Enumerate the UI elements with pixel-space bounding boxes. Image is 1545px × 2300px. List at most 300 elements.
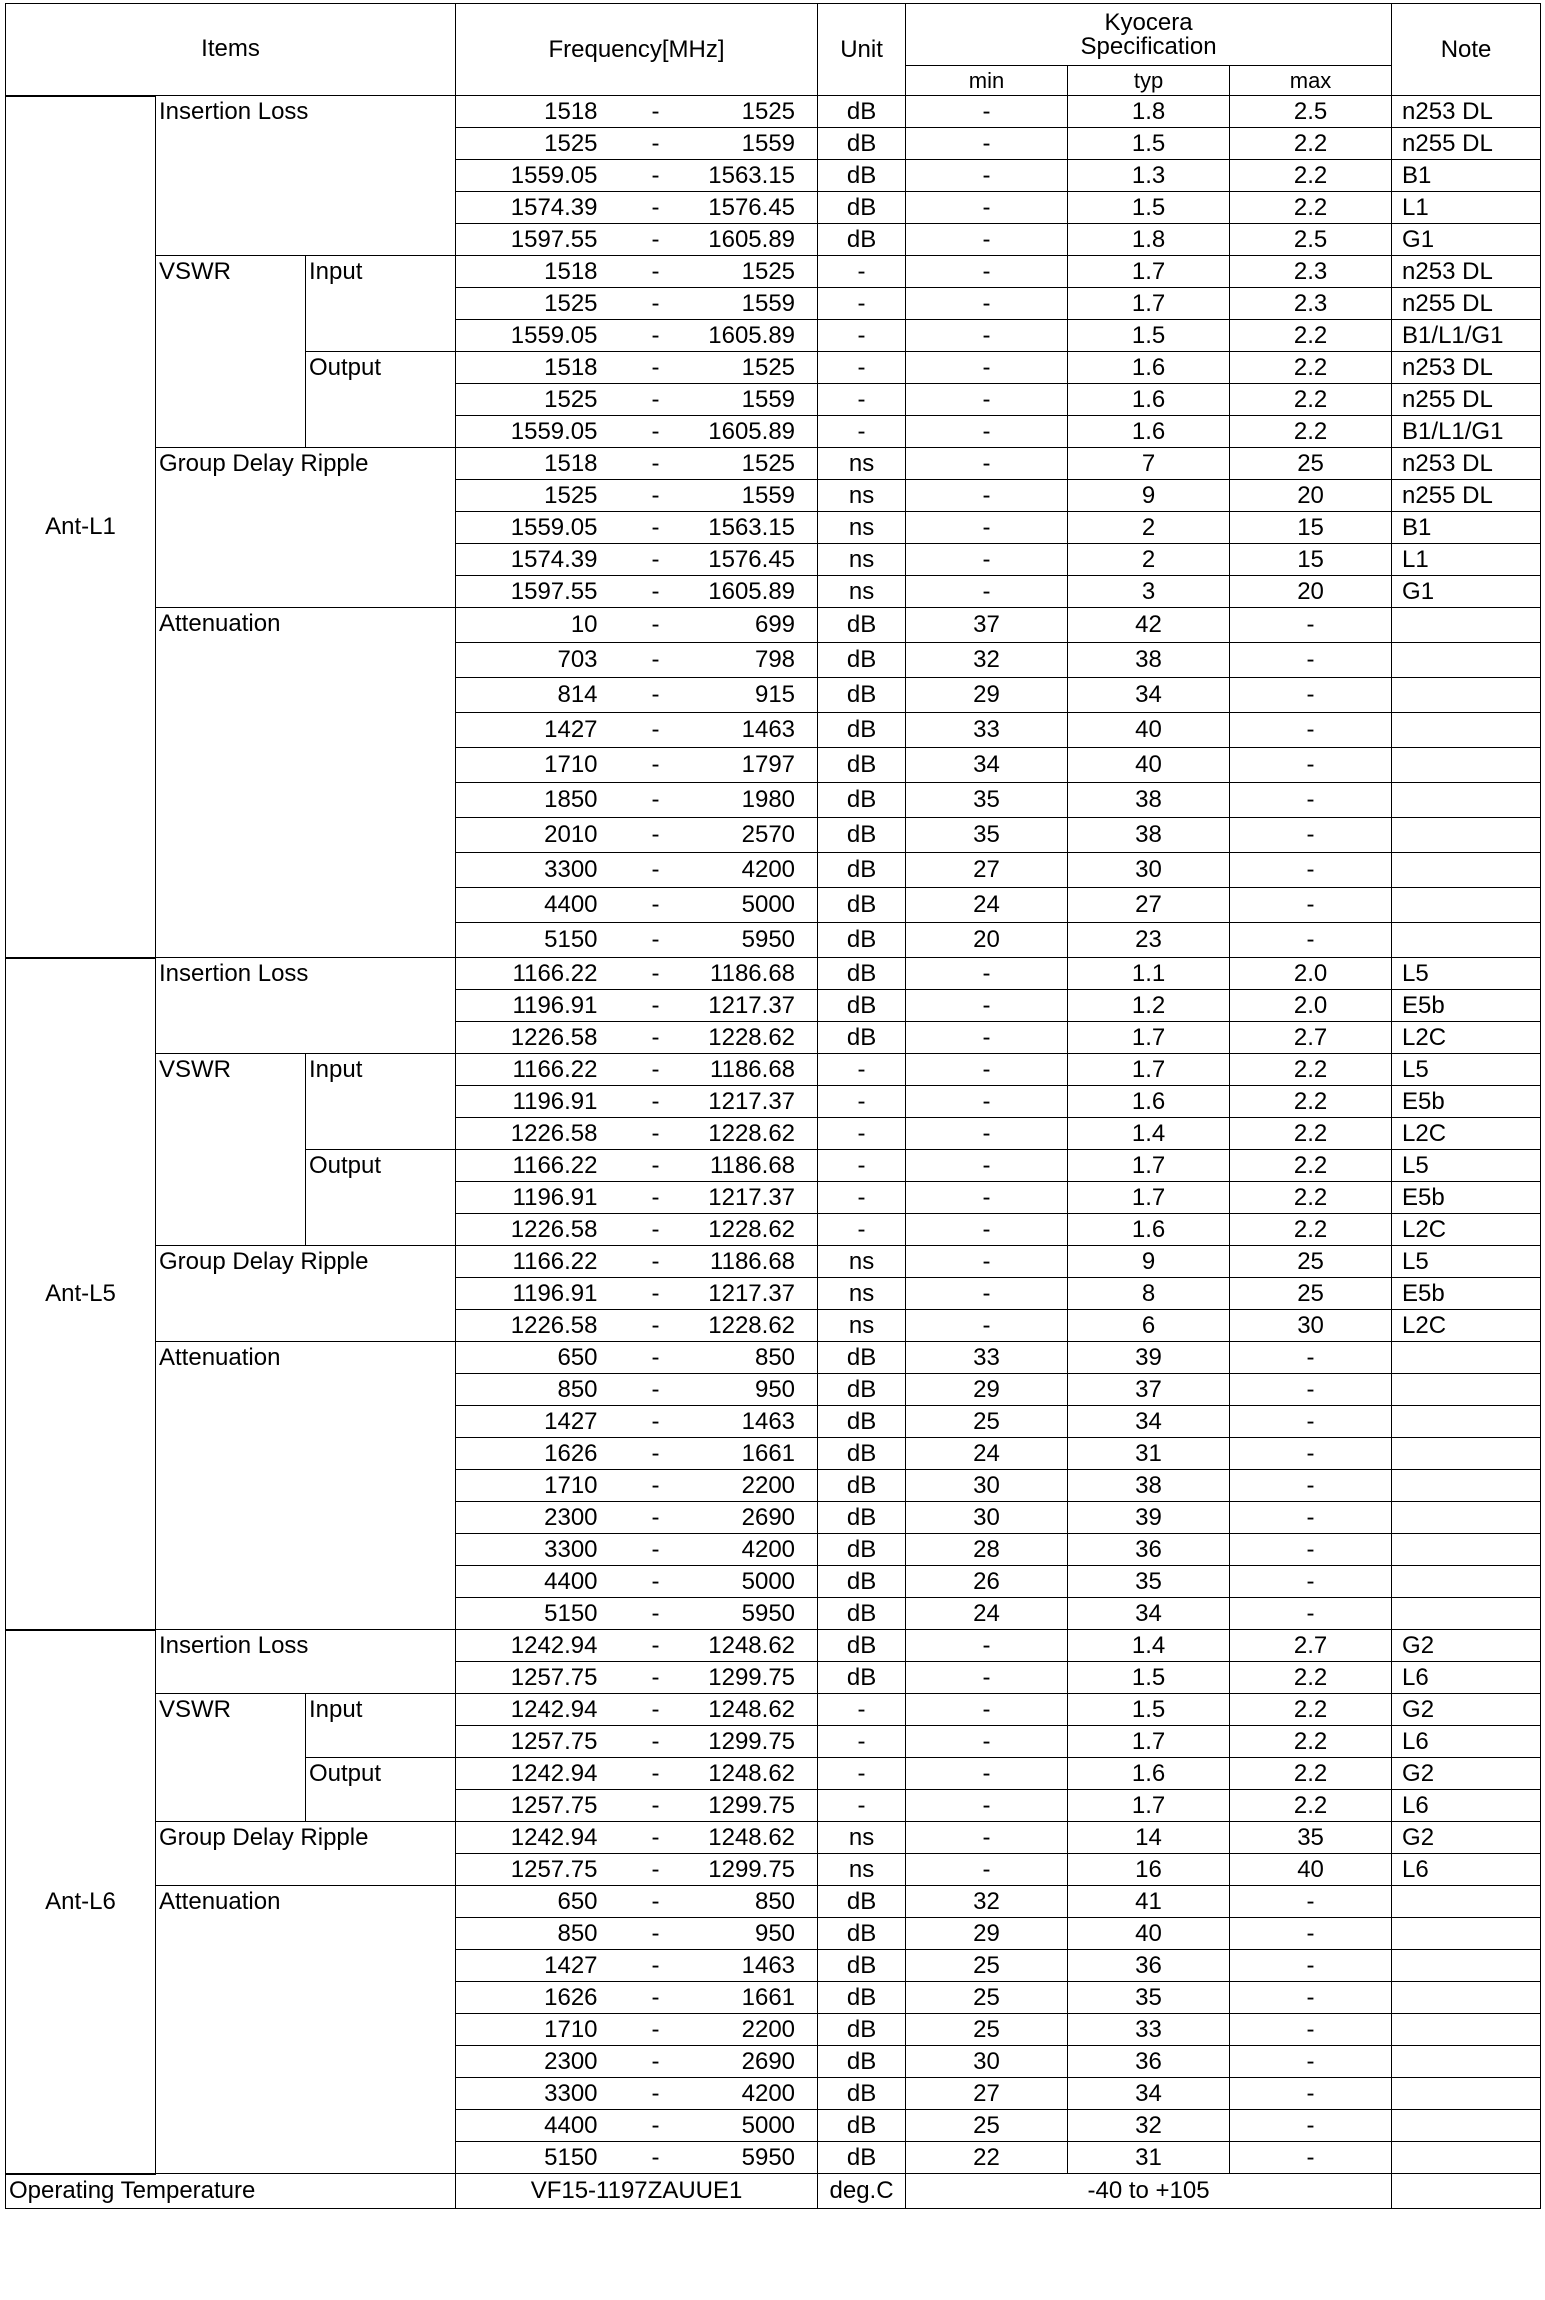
freq-low: 1166.22 [456, 1150, 640, 1182]
freq-low: 1574.39 [456, 544, 640, 576]
group-label: Ant-L5 [6, 958, 156, 1630]
min-cell: - [906, 384, 1068, 416]
note-cell: L5 [1392, 1246, 1541, 1278]
typ-cell: 1.5 [1068, 128, 1230, 160]
unit-cell: dB [818, 1502, 906, 1534]
note-cell [1392, 643, 1541, 678]
note-cell: n253 DL [1392, 256, 1541, 288]
freq-low: 1242.94 [456, 1758, 640, 1790]
note-cell [1392, 2110, 1541, 2142]
typ-cell: 1.5 [1068, 1662, 1230, 1694]
freq-low: 1226.58 [456, 1022, 640, 1054]
min-cell: 34 [906, 748, 1068, 783]
min-cell: 32 [906, 1886, 1068, 1918]
freq-dash: - [640, 958, 672, 990]
note-cell [1392, 2078, 1541, 2110]
note-header: Note [1392, 4, 1541, 96]
freq-low: 1559.05 [456, 512, 640, 544]
freq-high: 1299.75 [672, 1854, 818, 1886]
note-cell: L5 [1392, 1150, 1541, 1182]
freq-dash: - [640, 416, 672, 448]
freq-low: 1166.22 [456, 1246, 640, 1278]
note-cell: L5 [1392, 958, 1541, 990]
parameter-label: Group Delay Ripple [156, 1246, 456, 1342]
unit-cell: dB [818, 1342, 906, 1374]
freq-dash: - [640, 1662, 672, 1694]
freq-dash: - [640, 1694, 672, 1726]
freq-dash: - [640, 160, 672, 192]
min-cell: - [906, 958, 1068, 990]
freq-dash: - [640, 1470, 672, 1502]
note-cell [1392, 1470, 1541, 1502]
unit-cell: dB [818, 853, 906, 888]
min-cell: 22 [906, 2142, 1068, 2174]
max-cell: 2.2 [1230, 1054, 1392, 1086]
typ-cell: 38 [1068, 783, 1230, 818]
freq-low: 1525 [456, 480, 640, 512]
unit-cell: dB [818, 608, 906, 643]
note-cell: B1 [1392, 160, 1541, 192]
typ-cell: 7 [1068, 448, 1230, 480]
table-row [6, 448, 1541, 480]
max-cell: 2.2 [1230, 1790, 1392, 1822]
unit-cell: dB [818, 160, 906, 192]
note-cell: L2C [1392, 1310, 1541, 1342]
unit-cell: dB [818, 1534, 906, 1566]
min-cell: 32 [906, 643, 1068, 678]
unit-cell: - [818, 416, 906, 448]
freq-high: 915 [672, 678, 818, 713]
freq-high: 1228.62 [672, 1214, 818, 1246]
freq-high: 1559 [672, 128, 818, 160]
typ-cell: 1.6 [1068, 1758, 1230, 1790]
freq-high: 1525 [672, 448, 818, 480]
typ-cell: 1.5 [1068, 1694, 1230, 1726]
freq-low: 1525 [456, 384, 640, 416]
note-cell: L6 [1392, 1726, 1541, 1758]
max-cell: - [1230, 2078, 1392, 2110]
freq-dash: - [640, 1118, 672, 1150]
freq-low: 1850 [456, 783, 640, 818]
freq-high: 1576.45 [672, 192, 818, 224]
min-cell: 24 [906, 1438, 1068, 1470]
spec-header-line1: Kyocera [1104, 8, 1193, 36]
min-cell: - [906, 480, 1068, 512]
typ-cell: 1.7 [1068, 1182, 1230, 1214]
spec-header [906, 4, 1392, 66]
table-body [6, 96, 1541, 2174]
table-row [6, 958, 1541, 990]
unit-cell: - [818, 1054, 906, 1086]
spec-table [5, 3, 1541, 2209]
freq-dash: - [640, 2142, 672, 2174]
freq-low: 2300 [456, 1502, 640, 1534]
freq-dash: - [640, 256, 672, 288]
typ-cell: 14 [1068, 1822, 1230, 1854]
unit-cell: - [818, 1118, 906, 1150]
freq-dash: - [640, 1150, 672, 1182]
note-cell [1392, 713, 1541, 748]
unit-cell: ns [818, 1246, 906, 1278]
table-header [6, 4, 1541, 96]
max-cell: 2.2 [1230, 1182, 1392, 1214]
freq-dash: - [640, 818, 672, 853]
unit-cell: - [818, 1214, 906, 1246]
freq-dash: - [640, 1406, 672, 1438]
freq-low: 1257.75 [456, 1726, 640, 1758]
note-cell [1392, 1918, 1541, 1950]
note-cell: L6 [1392, 1662, 1541, 1694]
note-cell [1392, 1566, 1541, 1598]
unit-cell: dB [818, 678, 906, 713]
freq-high: 850 [672, 1886, 818, 1918]
max-cell: 2.0 [1230, 958, 1392, 990]
group-label: Ant-L1 [6, 96, 156, 958]
freq-low: 5150 [456, 1598, 640, 1630]
min-cell: 33 [906, 1342, 1068, 1374]
note-cell: n255 DL [1392, 288, 1541, 320]
max-cell: - [1230, 748, 1392, 783]
typ-cell: 1.7 [1068, 1054, 1230, 1086]
freq-dash: - [640, 2078, 672, 2110]
min-cell: 37 [906, 608, 1068, 643]
min-cell: - [906, 1182, 1068, 1214]
unit-cell: dB [818, 748, 906, 783]
typ-cell: 1.6 [1068, 416, 1230, 448]
note-cell [1392, 1374, 1541, 1406]
freq-high: 2200 [672, 1470, 818, 1502]
note-cell [1392, 2014, 1541, 2046]
parameter-label: VSWR [156, 1054, 306, 1246]
table-row [6, 1886, 1541, 1918]
note-cell: n255 DL [1392, 480, 1541, 512]
max-cell: - [1230, 1534, 1392, 1566]
unit-cell: - [818, 1758, 906, 1790]
freq-low: 1166.22 [456, 1054, 640, 1086]
min-cell: 20 [906, 923, 1068, 958]
note-cell: n255 DL [1392, 384, 1541, 416]
unit-cell: dB [818, 1982, 906, 2014]
min-cell: 27 [906, 853, 1068, 888]
typ-cell: 34 [1068, 678, 1230, 713]
max-cell: - [1230, 643, 1392, 678]
table-row [6, 256, 1541, 288]
note-cell [1392, 2142, 1541, 2174]
max-cell: - [1230, 888, 1392, 923]
min-cell: 25 [906, 1950, 1068, 1982]
note-cell: G2 [1392, 1694, 1541, 1726]
min-header: min [906, 66, 1068, 96]
unit-cell: - [818, 1182, 906, 1214]
port-label: Input [306, 1694, 456, 1758]
max-cell: 2.2 [1230, 1694, 1392, 1726]
unit-cell: dB [818, 1470, 906, 1502]
freq-dash: - [640, 1822, 672, 1854]
typ-cell: 1.7 [1068, 1150, 1230, 1182]
max-cell: 2.2 [1230, 1726, 1392, 1758]
max-cell: 20 [1230, 576, 1392, 608]
freq-dash: - [640, 1630, 672, 1662]
freq-high: 5950 [672, 923, 818, 958]
min-cell: 30 [906, 2046, 1068, 2078]
freq-high: 2200 [672, 2014, 818, 2046]
min-cell: 29 [906, 1918, 1068, 1950]
typ-cell: 35 [1068, 1566, 1230, 1598]
min-cell: - [906, 192, 1068, 224]
unit-cell: dB [818, 888, 906, 923]
unit-cell: - [818, 352, 906, 384]
note-cell: L1 [1392, 192, 1541, 224]
unit-cell: - [818, 256, 906, 288]
freq-dash: - [640, 192, 672, 224]
freq-dash: - [640, 923, 672, 958]
freq-high: 1605.89 [672, 320, 818, 352]
unit-cell: dB [818, 2110, 906, 2142]
freq-dash: - [640, 678, 672, 713]
unit-cell: dB [818, 990, 906, 1022]
max-cell: - [1230, 1982, 1392, 2014]
max-cell: 2.2 [1230, 192, 1392, 224]
max-cell: - [1230, 678, 1392, 713]
typ-cell: 38 [1068, 818, 1230, 853]
parameter-label: VSWR [156, 1694, 306, 1822]
typ-cell: 1.7 [1068, 288, 1230, 320]
typ-cell: 1.6 [1068, 1214, 1230, 1246]
min-cell: 25 [906, 1406, 1068, 1438]
max-cell: - [1230, 818, 1392, 853]
freq-dash: - [640, 128, 672, 160]
min-cell: - [906, 1662, 1068, 1694]
spec-header-line2: Specification [1080, 32, 1217, 60]
freq-low: 650 [456, 1886, 640, 1918]
freq-dash: - [640, 480, 672, 512]
freq-high: 5950 [672, 2142, 818, 2174]
typ-cell: 16 [1068, 1854, 1230, 1886]
freq-dash: - [640, 1022, 672, 1054]
freq-high: 1525 [672, 96, 818, 128]
max-cell: 2.3 [1230, 288, 1392, 320]
max-cell: 2.2 [1230, 1214, 1392, 1246]
temperature-range: -40 to +105 [906, 2174, 1392, 2209]
frequency-header: Frequency[MHz] [456, 4, 818, 96]
freq-high: 1563.15 [672, 160, 818, 192]
freq-high: 1559 [672, 480, 818, 512]
note-cell: n253 DL [1392, 448, 1541, 480]
items-header: Items [6, 4, 456, 96]
max-cell: 2.2 [1230, 160, 1392, 192]
typ-cell: 39 [1068, 1342, 1230, 1374]
freq-high: 1186.68 [672, 1150, 818, 1182]
note-cell [1392, 888, 1541, 923]
freq-low: 5150 [456, 923, 640, 958]
min-cell: - [906, 1214, 1068, 1246]
unit-cell: - [818, 320, 906, 352]
typ-cell: 31 [1068, 1438, 1230, 1470]
typ-cell: 27 [1068, 888, 1230, 923]
freq-high: 1559 [672, 288, 818, 320]
freq-dash: - [640, 1374, 672, 1406]
typ-cell: 36 [1068, 1950, 1230, 1982]
typ-cell: 41 [1068, 1886, 1230, 1918]
typ-cell: 1.4 [1068, 1118, 1230, 1150]
max-cell: 35 [1230, 1822, 1392, 1854]
min-cell: 30 [906, 1502, 1068, 1534]
freq-low: 1626 [456, 1982, 640, 2014]
min-cell: 26 [906, 1566, 1068, 1598]
freq-high: 1217.37 [672, 1182, 818, 1214]
freq-dash: - [640, 1566, 672, 1598]
min-cell: - [906, 1758, 1068, 1790]
note-cell: L1 [1392, 544, 1541, 576]
table-row [6, 1054, 1541, 1086]
freq-high: 798 [672, 643, 818, 678]
freq-dash: - [640, 352, 672, 384]
table-row [6, 1822, 1541, 1854]
min-cell: 35 [906, 783, 1068, 818]
freq-low: 1242.94 [456, 1694, 640, 1726]
freq-high: 1186.68 [672, 1054, 818, 1086]
note-cell: L6 [1392, 1854, 1541, 1886]
parameter-label: Insertion Loss [156, 958, 456, 1054]
parameter-label: Insertion Loss [156, 96, 456, 256]
unit-cell: - [818, 1150, 906, 1182]
freq-dash: - [640, 1854, 672, 1886]
max-cell: - [1230, 2014, 1392, 2046]
freq-dash: - [640, 1534, 672, 1566]
freq-dash: - [640, 1278, 672, 1310]
min-cell: - [906, 1310, 1068, 1342]
unit-cell: - [818, 1726, 906, 1758]
freq-high: 1605.89 [672, 576, 818, 608]
freq-high: 1463 [672, 1406, 818, 1438]
max-header: max [1230, 66, 1392, 96]
typ-cell: 39 [1068, 1502, 1230, 1534]
unit-cell: - [818, 288, 906, 320]
parameter-label: VSWR [156, 256, 306, 448]
unit-cell: dB [818, 128, 906, 160]
freq-low: 850 [456, 1918, 640, 1950]
note-cell [1392, 1598, 1541, 1630]
note-cell [1392, 1886, 1541, 1918]
port-label: Input [306, 1054, 456, 1150]
max-cell: 25 [1230, 448, 1392, 480]
typ-cell: 9 [1068, 1246, 1230, 1278]
freq-dash: - [640, 1342, 672, 1374]
freq-dash: - [640, 544, 672, 576]
freq-high: 950 [672, 1918, 818, 1950]
typ-cell: 36 [1068, 2046, 1230, 2078]
typ-cell: 37 [1068, 1374, 1230, 1406]
max-cell: - [1230, 1470, 1392, 1502]
typ-cell: 38 [1068, 1470, 1230, 1502]
freq-high: 1605.89 [672, 416, 818, 448]
freq-low: 1559.05 [456, 416, 640, 448]
freq-low: 1710 [456, 748, 640, 783]
freq-high: 5000 [672, 2110, 818, 2142]
typ-cell: 38 [1068, 643, 1230, 678]
typ-cell: 1.7 [1068, 1726, 1230, 1758]
freq-low: 1559.05 [456, 320, 640, 352]
group-label: Ant-L6 [6, 1630, 156, 2174]
freq-dash: - [640, 1918, 672, 1950]
freq-low: 1242.94 [456, 1630, 640, 1662]
max-cell: 2.2 [1230, 1758, 1392, 1790]
min-cell: - [906, 224, 1068, 256]
parameter-label: Attenuation [156, 1886, 456, 2174]
unit-cell: dB [818, 1950, 906, 1982]
freq-high: 850 [672, 1342, 818, 1374]
max-cell: - [1230, 713, 1392, 748]
freq-dash: - [640, 448, 672, 480]
unit-cell: dB [818, 1022, 906, 1054]
min-cell: - [906, 1054, 1068, 1086]
freq-dash: - [640, 96, 672, 128]
min-cell: - [906, 1630, 1068, 1662]
note-cell [1392, 923, 1541, 958]
unit-cell: ns [818, 1310, 906, 1342]
freq-high: 699 [672, 608, 818, 643]
table-row [6, 96, 1541, 128]
freq-dash: - [640, 1982, 672, 2014]
freq-dash: - [640, 1214, 672, 1246]
unit-cell: ns [818, 1278, 906, 1310]
max-cell: 2.2 [1230, 352, 1392, 384]
freq-dash: - [640, 1086, 672, 1118]
unit-cell: dB [818, 958, 906, 990]
max-cell: - [1230, 1566, 1392, 1598]
unit-cell: dB [818, 923, 906, 958]
max-cell: - [1230, 1950, 1392, 1982]
typ-cell: 6 [1068, 1310, 1230, 1342]
footer-row [6, 2174, 1541, 2209]
freq-high: 1217.37 [672, 1086, 818, 1118]
note-cell [1392, 748, 1541, 783]
table-row [6, 1342, 1541, 1374]
typ-cell: 2 [1068, 512, 1230, 544]
unit-cell: dB [818, 1566, 906, 1598]
max-cell: - [1230, 608, 1392, 643]
freq-dash: - [640, 1758, 672, 1790]
typ-cell: 2 [1068, 544, 1230, 576]
freq-high: 1463 [672, 1950, 818, 1982]
freq-dash: - [640, 512, 672, 544]
min-cell: - [906, 576, 1068, 608]
min-cell: - [906, 512, 1068, 544]
note-cell: G2 [1392, 1822, 1541, 1854]
min-cell: - [906, 96, 1068, 128]
freq-low: 4400 [456, 1566, 640, 1598]
freq-low: 1427 [456, 1950, 640, 1982]
typ-cell: 40 [1068, 713, 1230, 748]
note-cell: L2C [1392, 1022, 1541, 1054]
max-cell: - [1230, 1406, 1392, 1438]
note-cell: B1/L1/G1 [1392, 416, 1541, 448]
typ-cell: 9 [1068, 480, 1230, 512]
freq-dash: - [640, 224, 672, 256]
note-cell: B1 [1392, 512, 1541, 544]
freq-dash: - [640, 384, 672, 416]
typ-cell: 1.7 [1068, 1790, 1230, 1822]
freq-dash: - [640, 1310, 672, 1342]
min-cell: - [906, 1790, 1068, 1822]
typ-cell: 1.5 [1068, 320, 1230, 352]
freq-low: 1427 [456, 713, 640, 748]
unit-cell: dB [818, 1374, 906, 1406]
note-cell [1392, 1438, 1541, 1470]
typ-cell: 8 [1068, 1278, 1230, 1310]
freq-low: 1242.94 [456, 1822, 640, 1854]
freq-high: 4200 [672, 1534, 818, 1566]
